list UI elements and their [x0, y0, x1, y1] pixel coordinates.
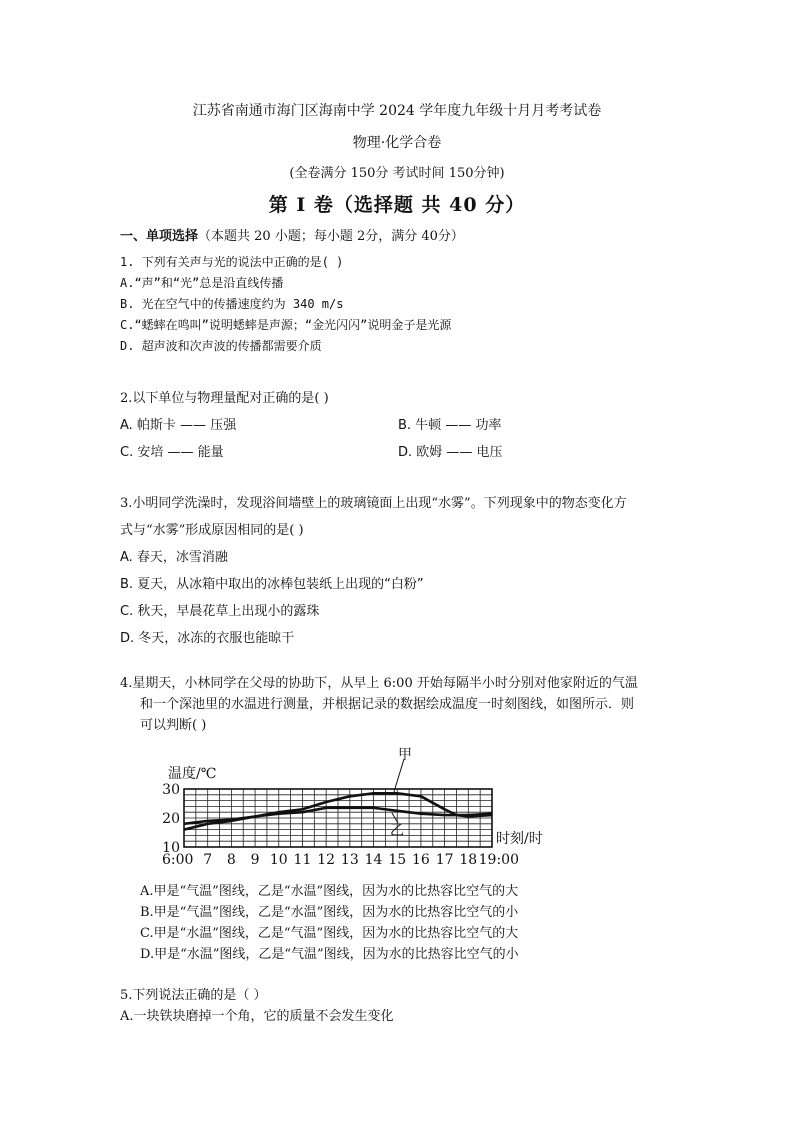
section1-desc: （本题共 20 小题；每小题 2分，满分 40分）: [198, 229, 464, 244]
q4-stem-line1: 4.星期天，小林同学在父母的协助下，从早上 6:00 开始每隔半小时分别对他家附近的气温: [120, 676, 638, 691]
q1-option-b: B. 光在空气中的传播速度约为 340 m/s: [120, 297, 344, 311]
q3-option-a: A. 春天，冰雪消融: [120, 550, 228, 565]
q3-option-c: C. 秋天，早晨花草上出现小的露珠: [120, 604, 320, 619]
q4-stem-line3: 可以判断( ): [140, 718, 207, 733]
y-tick-label: 10: [162, 840, 180, 856]
q2-stem: 2.以下单位与物理量配对正确的是( ): [120, 391, 329, 406]
q3-stem-line1: 3.小明同学洗澡时，发现浴间墙壁上的玻璃镜面上出现“水雾”。下列现象中的物态变化方: [120, 496, 627, 511]
x-tick-label: 18: [459, 852, 478, 868]
x-tick-label: 9: [250, 852, 260, 868]
exam-note: (全卷满分 150分 考试时间 150分钟): [289, 166, 505, 181]
exam-subtitle: 物理·化学合卷: [352, 135, 442, 151]
y-tick-label: 30: [162, 782, 180, 798]
q3-option-b: B. 夏天，从冰箱中取出的冰棒包装纸上出现的“白粉”: [120, 577, 424, 592]
x-tick-label: 6:00: [162, 852, 194, 868]
x-tick-label: 10: [269, 852, 288, 868]
q4-option-c: C.甲是“水温”图线，乙是“气温”图线，因为水的比热容比空气的大: [140, 926, 519, 941]
q5-stem: 5.下列说法正确的是（ ）: [120, 988, 267, 1003]
x-tick-label: 8: [226, 852, 236, 868]
series-label-jia: 甲: [398, 747, 412, 763]
q2-option-b: B. 牛顿 —— 功率: [398, 418, 502, 433]
y-axis-label: 温度/℃: [168, 766, 217, 782]
q1-stem: 1. 下列有关声与光的说法中正确的是( ): [120, 255, 344, 269]
x-tick-label: 15: [388, 852, 407, 868]
exam-title: 江苏省南通市海门区海南中学 2024 学年度九年级十月月考考试卷: [192, 103, 602, 119]
x-tick-label: 7: [203, 852, 213, 868]
x-tick-label: 12: [317, 852, 336, 868]
q1-option-d: D. 超声波和次声波的传播都需要介质: [120, 339, 322, 353]
chart-grid: [184, 789, 492, 847]
q2-option-a: A. 帕斯卡 —— 压强: [120, 418, 237, 433]
x-tick-label: 11: [293, 852, 312, 868]
series-label-yi: 乙: [390, 823, 404, 839]
section1-label: 一、单项选择: [120, 229, 199, 244]
x-tick-label: 19:00: [478, 852, 519, 868]
q4-option-b: B.甲是“气温”图线，乙是“水温”图线，因为水的比热容比空气的小: [140, 905, 519, 920]
q1-option-a: A.“声”和“光”总是沿直线传播: [120, 276, 284, 290]
x-tick-label: 13: [340, 852, 359, 868]
q2-option-d: D. 欧姆 —— 电压: [398, 445, 503, 460]
q5-option-a: A.一块铁块磨掉一个角，它的质量不会发生变化: [120, 1009, 394, 1024]
q1-option-c: C.“蟋蟀在鸣叫”说明蟋蟀是声源；“金光闪闪”说明金子是光源: [120, 318, 452, 332]
q3-option-d: D. 冬天，冰冻的衣服也能晾干: [120, 631, 295, 646]
q2-option-c: C. 安培 —— 能量: [120, 445, 224, 460]
q3-stem-line2: 式与“水雾”形成原因相同的是( ): [120, 523, 304, 538]
q4-stem-line2: 和一个深池里的水温进行测量，并根据记录的数据绘成温度一时刻图线，如图所示．则: [140, 697, 635, 712]
x-tick-label: 14: [364, 852, 383, 868]
q4-option-d: D.甲是“水温”图线，乙是“气温”图线，因为水的比热容比空气的小: [140, 947, 519, 962]
section1-heading: [120, 230, 464, 243]
x-axis-label: 时刻/时: [496, 831, 543, 847]
x-tick-label: 17: [435, 852, 454, 868]
temperature-time-chart: [160, 745, 543, 870]
section-title: 第 I 卷（选择题 共 40 分）: [268, 194, 526, 216]
x-tick-label: 16: [412, 852, 430, 868]
q4-option-a: A.甲是“气温”图线，乙是“水温”图线，因为水的比热容比空气的大: [140, 884, 519, 899]
y-tick-label: 20: [162, 811, 180, 827]
